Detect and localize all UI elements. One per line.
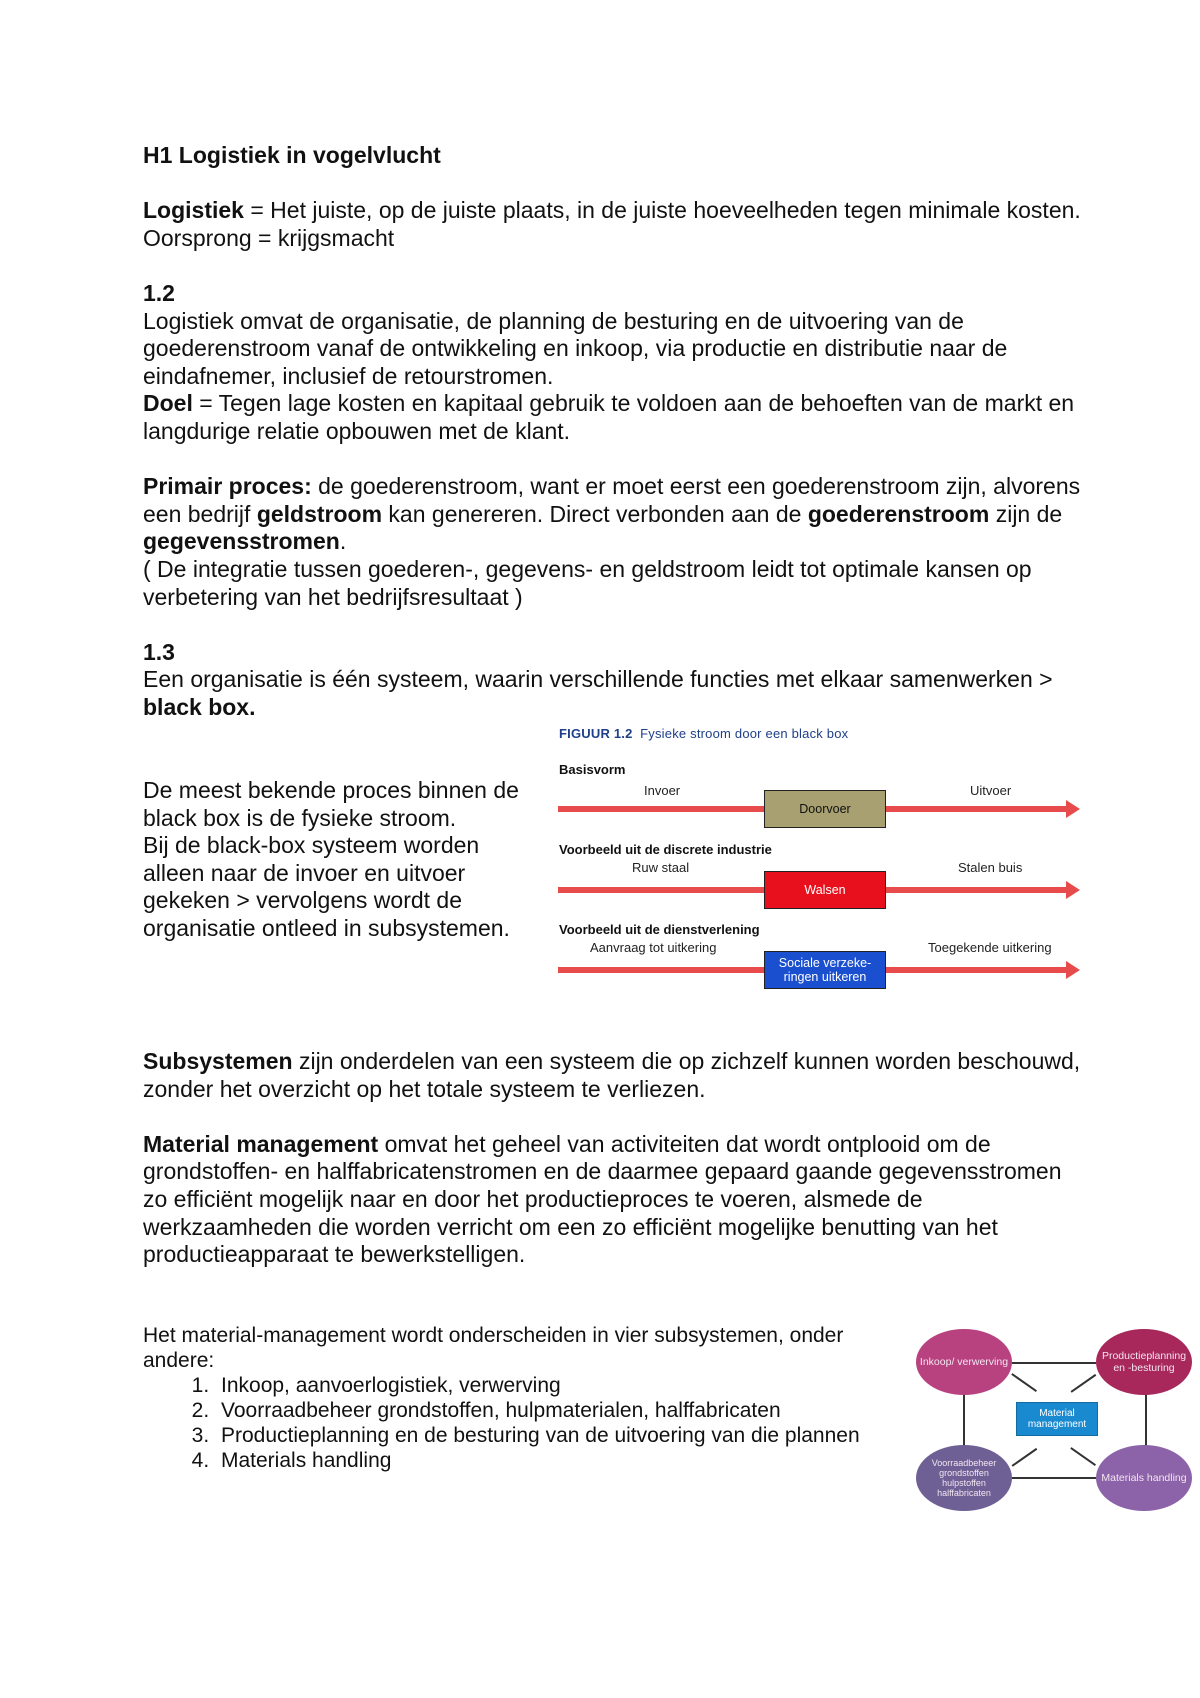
subsystems-term: Subsystemen (143, 1048, 293, 1074)
row-input-basic: Invoer (644, 783, 681, 798)
pp-bold-geldstroom: geldstroom (256, 500, 383, 527)
row-title-industry: Voorbeeld uit de discrete industrie (559, 842, 772, 857)
box-industry: Walsen (764, 871, 886, 909)
connector-tl (1012, 1373, 1037, 1391)
figure-caption (559, 726, 848, 741)
row-title-service: Voorbeeld uit de dienstverlening (559, 922, 760, 937)
connector-left (963, 1393, 965, 1447)
section-1-3-intro (143, 666, 1083, 721)
subsystems-intro: Het material-management wordt onderscheiden in vier subsystemen, onder andere: (143, 1324, 844, 1372)
arrow-head-service (1066, 961, 1080, 979)
connector-br (1071, 1447, 1096, 1465)
definition-text: = Het juiste, op de juiste plaats, in de juiste hoeveelheden tegen minimale kosten. (243, 197, 1081, 224)
material-management-diagram (916, 1325, 1192, 1515)
pp-bold-gegevensstromen: gegevensstromen (143, 528, 340, 555)
black-box-figure (556, 726, 1096, 996)
material-management-text: omvat het geheel van activiteiten dat wordt ontplooid om de grondstoffen- en halffabricatenstromen en de daarmee gepaard gaande gegevensstromen zo efficiënt mogelijk naar en door het productieproces te voeren, alsmede de werkzaamheden die worden verricht om een zo efficiënt mogelijke benutting van het productieapparaat te bewerkstelligen. (143, 1130, 1062, 1268)
connector-top (1012, 1362, 1096, 1364)
row-output-industry: Stalen buis (958, 860, 1023, 875)
list-item: 1. Inkoop, aanvoerlogistiek, verwerving (215, 1373, 893, 1398)
connector-bl (1012, 1448, 1037, 1466)
material-management-term: Material management (143, 1130, 379, 1157)
row-input-industry: Ruw staal (632, 860, 690, 875)
pp-bold-goederenstroom: goederenstroom (807, 500, 990, 527)
text-column-blackbox (143, 777, 543, 943)
subsystems-list-block (143, 1323, 893, 1473)
connector-bottom (1012, 1477, 1096, 1479)
node-voorraadbeheer: Voorraadbeheer grondstoffen hulpstoffen halffabricaten (916, 1445, 1012, 1511)
logistiek-definition (143, 197, 1083, 225)
primary-process-paragraph (143, 473, 1083, 556)
section-1-3-number: 1.3 (143, 638, 175, 665)
list-item: 4. Materials handling (215, 1448, 893, 1473)
page-title: H1 Logistiek in vogelvlucht (143, 142, 441, 168)
section-1-2-number: 1.2 (143, 279, 175, 306)
integration-note: ( De integratie tussen goederen-, gegevens- en geldstroom leidt tot optimale kansen op verbetering van het bedrijfsresultaat ) (143, 555, 1032, 610)
row-output-basic: Uitvoer (970, 783, 1012, 798)
goal-text: = Tegen lage kosten en kapitaal gebruik te voldoen aan de behoeften van de markt en langdurige relatie opbouwen met de klant. (143, 390, 1075, 444)
node-materials-handling: Materials handling (1096, 1445, 1192, 1511)
goal-term: Doel (143, 390, 193, 417)
node-material-management: Material management (1016, 1402, 1098, 1436)
arrow-head-industry (1066, 881, 1080, 899)
blackbox-paragraph-1: De meest bekende proces binnen de black box is de fysieke stroom. (143, 777, 519, 831)
pp-text-3: zijn de (989, 500, 1063, 527)
list-item: 2. Voorraadbeheer grondstoffen, hulpmaterialen, halffabricaten (215, 1398, 893, 1423)
box-basic: Doorvoer (764, 790, 886, 828)
subsystems-list (143, 1373, 893, 1473)
row-title-basic: Basisvorm (559, 762, 626, 777)
row-output-service: Toegekende uitkering (928, 940, 1052, 955)
connector-tr (1071, 1374, 1096, 1392)
row-input-service: Aanvraag tot uitkering (590, 940, 717, 955)
blackbox-paragraph-2: Bij de black-box systeem worden alleen naar de invoer en uitvoer gekeken > vervolgens wordt de organisatie ontleed in subsystemen. (143, 832, 510, 941)
figure-caption-text: Fysieke stroom door een black box (640, 726, 849, 741)
goal-paragraph (143, 390, 1083, 445)
pp-text-1: de goederenstroom, want er moet eerst een goederenstroom zijn, alvorens een bedrijf (143, 473, 1081, 527)
arrow-head-basic (1066, 800, 1080, 818)
list-item: 3. Productieplanning en de besturing van de uitvoering van die plannen (215, 1423, 893, 1448)
primary-process-term: Primair proces: (143, 473, 312, 500)
text-column-bottom (143, 1048, 1083, 1269)
pp-text-2: kan genereren. Direct verbonden aan de (382, 500, 808, 527)
box-service: Sociale verzeke-ringen uitkeren (764, 951, 886, 989)
material-management-paragraph (143, 1131, 1083, 1269)
connector-right (1145, 1393, 1147, 1447)
s13-text-1: Een organisatie is één systeem, waarin verschillende functies met elkaar samenwerken > (143, 666, 1053, 693)
definition-term: Logistiek (143, 197, 244, 224)
text-column-top (143, 142, 1083, 721)
subsystems-text: zijn onderdelen van een systeem die op zichzelf kunnen worden beschouwd, zonder het overzicht op het totale systeem te verliezen. (143, 1048, 1081, 1102)
black-box-term: black box. (143, 693, 256, 720)
subsystems-paragraph (143, 1048, 1083, 1103)
origin-line: Oorsprong = krijgsmacht (143, 224, 395, 251)
node-inkoop: Inkoop/ verwerving (916, 1329, 1012, 1395)
section-1-2-text: Logistiek omvat de organisatie, de planning de besturing en de uitvoering van de goederenstroom vanaf de ontwikkeling en inkoop, via productie en distributie naar de eindafnemer, inclusief de retourstromen. (143, 307, 1008, 389)
figure-label: FIGUUR 1.2 (559, 726, 633, 741)
node-productieplanning: Productieplanning en -besturing (1096, 1329, 1192, 1395)
pp-text-4: . (339, 528, 347, 555)
